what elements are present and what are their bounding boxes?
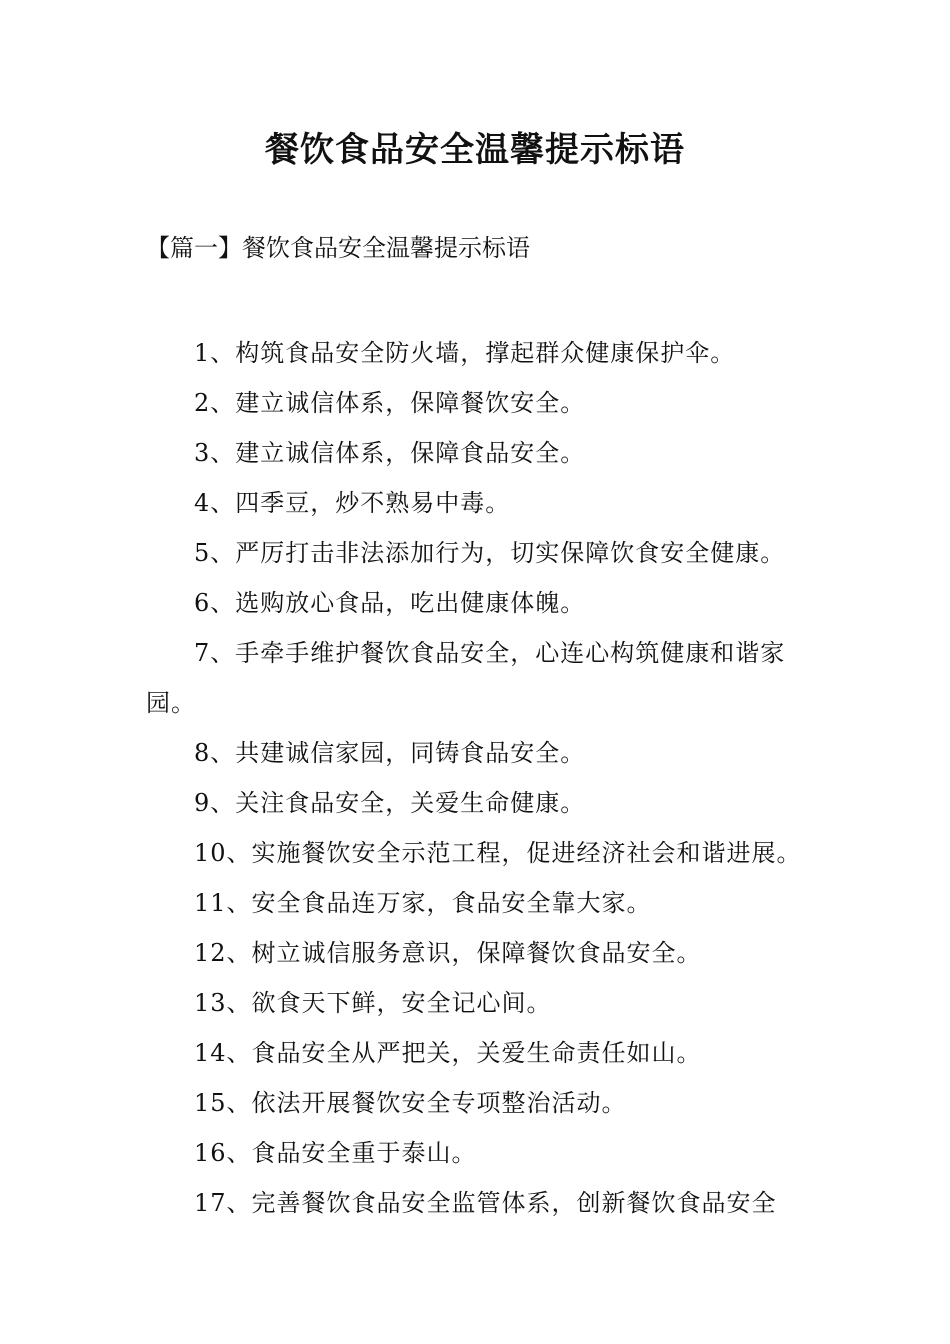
list-item: 11、安全食品连万家，食品安全靠大家。 (194, 889, 652, 917)
list-item: 13、欲食天下鲜，安全记心间。 (194, 989, 552, 1017)
list-item: 4、四季豆，炒不熟易中毒。 (194, 489, 511, 517)
list-item-continuation: 园。 (146, 689, 196, 717)
list-item: 12、树立诚信服务意识，保障餐饮食品安全。 (194, 939, 702, 967)
section-heading: 【篇一】餐饮食品安全温馨提示标语 (146, 234, 530, 262)
list-item: 14、食品安全从严把关，关爱生命责任如山。 (194, 1039, 702, 1067)
list-item: 1、构筑食品安全防火墙，撑起群众健康保护伞。 (194, 339, 736, 367)
list-item: 15、依法开展餐饮安全专项整治活动。 (194, 1089, 627, 1117)
list-item: 16、食品安全重于泰山。 (194, 1139, 477, 1167)
list-item: 8、共建诚信家园，同铸食品安全。 (194, 739, 586, 767)
list-item: 2、建立诚信体系，保障餐饮安全。 (194, 389, 586, 417)
list-item: 7、手牵手维护餐饮食品安全，心连心构筑健康和谐家 (194, 639, 786, 667)
list-item: 3、建立诚信体系，保障食品安全。 (194, 439, 586, 467)
list-item: 5、严厉打击非法添加行为，切实保障饮食安全健康。 (194, 539, 786, 567)
list-item: 9、关注食品安全，关爱生命健康。 (194, 789, 586, 817)
slogan-list (146, 328, 811, 1228)
list-item: 6、选购放心食品，吃出健康体魄。 (194, 589, 586, 617)
list-item: 10、实施餐饮安全示范工程，促进经济社会和谐进展。 (194, 839, 802, 867)
list-item: 17、完善餐饮食品安全监管体系，创新餐饮食品安全 (194, 1189, 777, 1217)
document-title: 餐饮食品安全温馨提示标语 (265, 130, 685, 170)
